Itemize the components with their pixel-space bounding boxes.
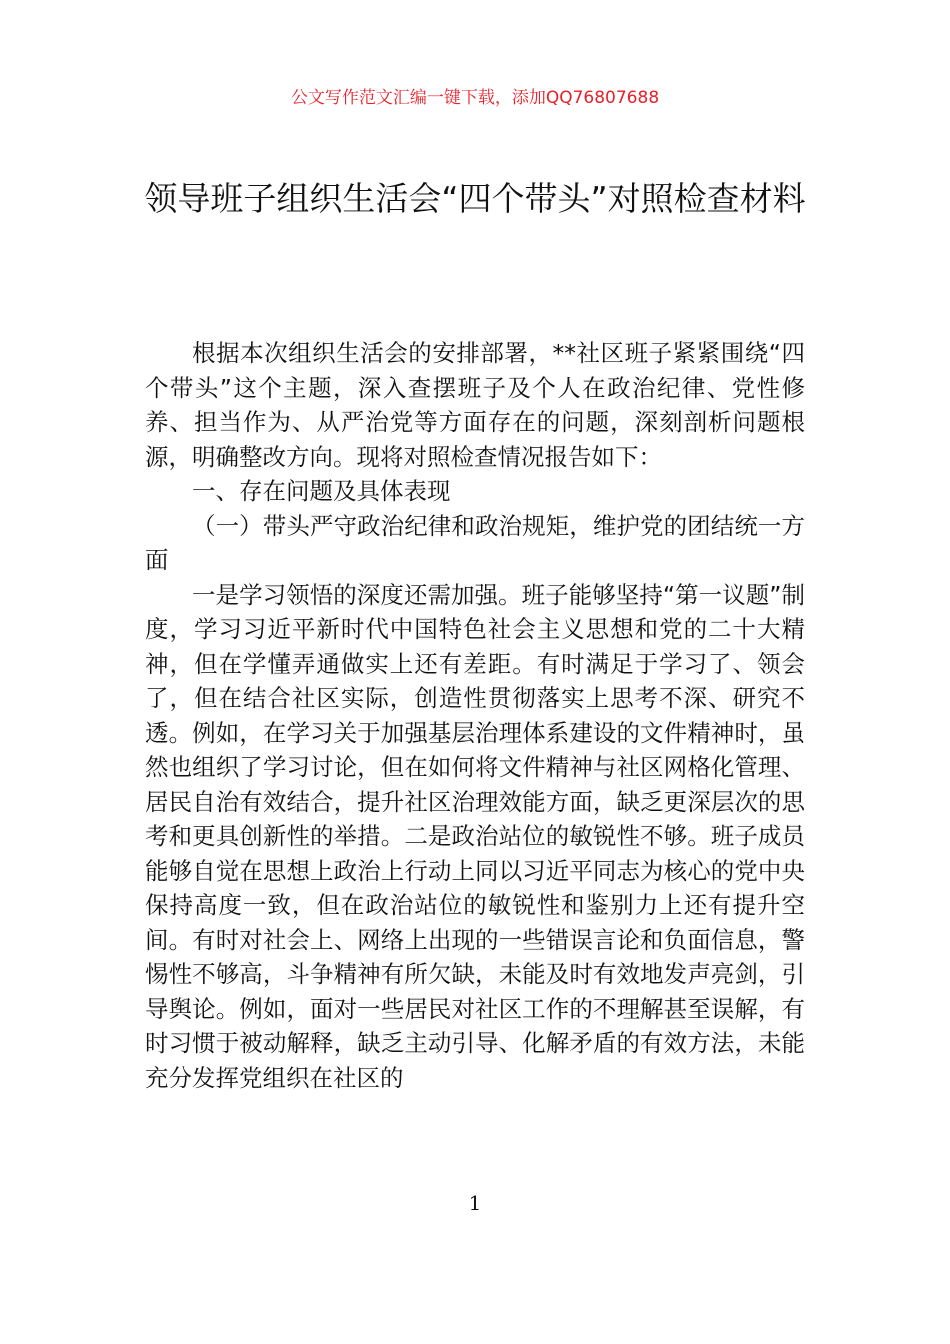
document-body xyxy=(145,336,805,1095)
subsection-heading: （一）带头严守政治纪律和政治规矩，维护党的团结统一方面 xyxy=(145,511,805,574)
page-number: 1 xyxy=(468,1191,482,1215)
body-paragraph: 一是学习领悟的深度还需加强。班子能够坚持“第一议题”制度，学习习近平新时代中国特色社会主义思想和党的二十大精神，但在学懂弄通做实上还有差距。有时满足于学习了、领会了，但在结合社区实际，创造性贯彻落实上思考不深、研究不透。例如，在学习关于加强基层治理体系建设的文件精神时，虽然也组织了学习讨论，但在如何将文件精神与社区网格化管理、居民自治有效结合，提升社区治理效能方面，缺乏更深层次的思考和更具创新性的举措。二是政治站位的敏锐性不够。班子成员能够自觉在思想上政治上行动上同以习近平同志为核心的党中央保持高度一致，但在政治站位的敏锐性和鉴别力上还有提升空间。有时对社会上、网络上出现的一些错误言论和负面信息，警惕性不够高，斗争精神有所欠缺，未能及时有效地发声亮剑，引导舆论。例如，面对一些居民对社区工作的不理解甚至误解，有时习惯于被动解释，缺乏主动引导、化解矛盾的有效方法，未能充分发挥党组织在社区的 xyxy=(145,580,805,1092)
document-title: 领导班子组织生活会“四个带头”对照检查材料 xyxy=(144,179,806,218)
intro-paragraph: 根据本次组织生活会的安排部署，**社区班子紧紧围绕“四个带头”这个主题，深入查摆班子及个人在政治纪律、党性修养、担当作为、从严治党等方面存在的问题，深刻剖析问题根源，明确整改方向。现将对照检查情况报告如下： xyxy=(145,339,805,471)
section-heading: 一、存在问题及具体表现 xyxy=(192,477,451,505)
download-banner: 公文写作范文汇编一键下载，添加QQ76807688 xyxy=(290,88,660,108)
